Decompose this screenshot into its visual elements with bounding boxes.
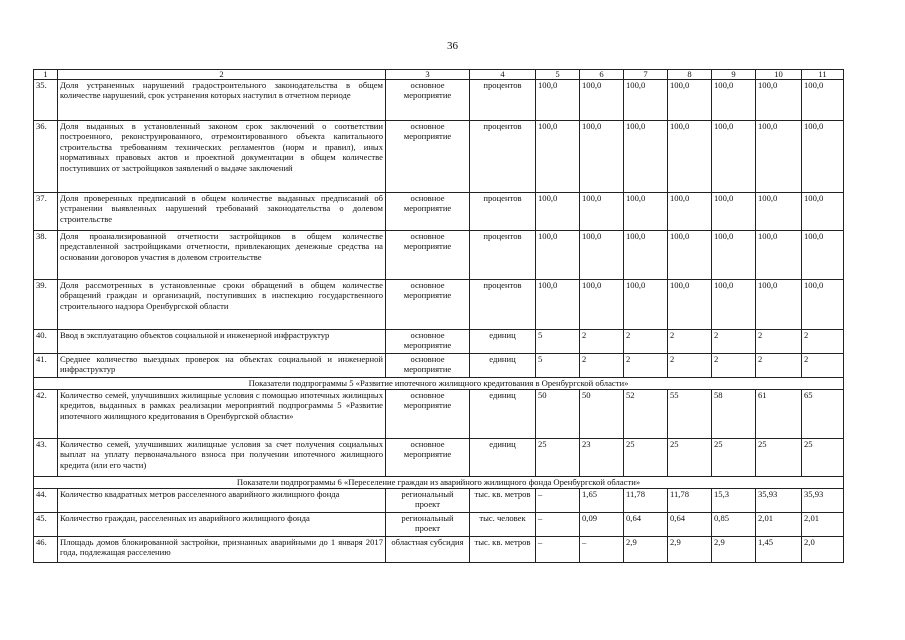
unit-of-measure: единиц [470,439,536,477]
value-cell: 100,0 [624,121,668,193]
table-row [34,280,844,330]
table-row [34,354,844,378]
section-title: Показатели подпрограммы 6 «Переселение граждан из аварийного жилищного фонда Оренбургской области» [34,477,844,489]
table-row [34,439,844,477]
row-number: 43. [34,439,58,477]
header-cell: 1 [34,70,58,80]
value-cell: 100,0 [624,231,668,280]
indicators-table [33,69,844,563]
row-number: 40. [34,330,58,354]
value-cell: 61 [756,390,802,439]
header-cell: 10 [756,70,802,80]
value-cell: 25 [712,439,756,477]
value-cell: 25 [756,439,802,477]
indicator-name: Количество семей, улучшивших жилищные условия с помощью ипотечных жилищных кредитов, выданных в рамках реализации мероприятий подпрограммы 5 «Развитие ипотечного жилищного кредитования в Оренбургской области» [58,390,386,439]
value-cell: 50 [580,390,624,439]
header-cell: 3 [386,70,470,80]
value-cell: 2 [580,354,624,378]
value-cell: 2,9 [624,537,668,563]
value-cell: 2 [712,354,756,378]
table-row [34,537,844,563]
value-cell: 50 [536,390,580,439]
value-cell: – [536,513,580,537]
value-cell: 65 [802,390,844,439]
value-cell: 0,64 [624,513,668,537]
value-cell: 25 [624,439,668,477]
unit-of-measure: процентов [470,231,536,280]
row-number: 38. [34,231,58,280]
header-cell: 6 [580,70,624,80]
value-cell: 100,0 [756,121,802,193]
value-cell: 35,93 [802,489,844,513]
header-row [34,70,844,80]
value-cell: 2,01 [802,513,844,537]
unit-of-measure: процентов [470,121,536,193]
value-cell: 100,0 [536,231,580,280]
header-cell: 9 [712,70,756,80]
header-cell: 7 [624,70,668,80]
unit-of-measure: тыс. кв. метров [470,537,536,563]
table-row [34,513,844,537]
value-cell: 2 [624,330,668,354]
value-cell: 2,9 [668,537,712,563]
indicator-name: Среднее количество выездных проверок на объектах социальной и инженерной инфраструктур [58,354,386,378]
value-cell: 0,09 [580,513,624,537]
header-cell: 2 [58,70,386,80]
value-cell: 100,0 [756,193,802,231]
value-cell: 100,0 [712,193,756,231]
value-cell: 100,0 [668,231,712,280]
value-cell: 100,0 [536,280,580,330]
table-row [34,193,844,231]
value-cell: 2 [624,354,668,378]
indicator-name: Доля рассмотренных в установленные сроки обращений в общем количестве обращений граждан и организаций, поступивших в инспекцию государственного строительного надзора Оренбургской области [58,280,386,330]
value-cell: 100,0 [668,193,712,231]
indicator-type: основное мероприятие [386,439,470,477]
value-cell: 100,0 [756,80,802,121]
value-cell: 100,0 [712,280,756,330]
indicator-type: региональный проект [386,513,470,537]
row-number: 41. [34,354,58,378]
header-cell: 5 [536,70,580,80]
indicator-type: областная субсидия [386,537,470,563]
value-cell: 100,0 [802,280,844,330]
value-cell: 2,9 [712,537,756,563]
value-cell: 100,0 [802,193,844,231]
value-cell: 100,0 [536,121,580,193]
value-cell: 5 [536,354,580,378]
unit-of-measure: тыс. кв. метров [470,489,536,513]
row-number: 44. [34,489,58,513]
unit-of-measure: процентов [470,280,536,330]
table-row [34,231,844,280]
value-cell: 2 [756,354,802,378]
indicator-name: Площадь домов блокированной застройки, признанных аварийными до 1 января 2017 года, подлежащая расселению [58,537,386,563]
value-cell: 100,0 [802,80,844,121]
value-cell: 100,0 [580,280,624,330]
value-cell: 100,0 [580,80,624,121]
value-cell: 100,0 [536,80,580,121]
row-number: 36. [34,121,58,193]
value-cell: 23 [580,439,624,477]
value-cell: 2 [668,330,712,354]
value-cell: 100,0 [668,80,712,121]
header-cell: 11 [802,70,844,80]
value-cell: 100,0 [580,121,624,193]
value-cell: 2 [668,354,712,378]
value-cell: 2 [802,354,844,378]
table-row [34,121,844,193]
value-cell: 100,0 [756,231,802,280]
row-number: 37. [34,193,58,231]
table-row [34,390,844,439]
indicator-type: основное мероприятие [386,330,470,354]
value-cell: 11,78 [624,489,668,513]
indicator-type: основное мероприятие [386,80,470,121]
value-cell: 0,85 [712,513,756,537]
value-cell: 100,0 [580,231,624,280]
value-cell: 100,0 [712,80,756,121]
value-cell: – [536,489,580,513]
indicator-name: Доля проанализированной отчетности застройщиков в общем количестве представленной застройщиками отчетности, привлекающих денежные средства на основании договоров участия в долевом строительстве [58,231,386,280]
unit-of-measure: тыс. человек [470,513,536,537]
indicator-type: основное мероприятие [386,280,470,330]
unit-of-measure: единиц [470,354,536,378]
value-cell: 55 [668,390,712,439]
value-cell: 58 [712,390,756,439]
section-header-row [34,378,844,390]
value-cell: 11,78 [668,489,712,513]
header-cell: 8 [668,70,712,80]
indicator-name: Количество семей, улучшивших жилищные условия за счет получения социальных выплат на уплату первоначального взноса при получении ипотечного жилищного кредита (или его части) [58,439,386,477]
indicator-name: Количество граждан, расселенных из аварийного жилищного фонда [58,513,386,537]
indicator-type: основное мероприятие [386,354,470,378]
indicator-type: основное мероприятие [386,390,470,439]
value-cell: 100,0 [712,121,756,193]
row-number: 39. [34,280,58,330]
value-cell: 35,93 [756,489,802,513]
value-cell: 2 [756,330,802,354]
unit-of-measure: процентов [470,193,536,231]
indicator-type: основное мероприятие [386,193,470,231]
value-cell: 25 [536,439,580,477]
row-number: 46. [34,537,58,563]
value-cell: 100,0 [624,193,668,231]
section-header-row [34,477,844,489]
indicator-name: Доля проверенных предписаний в общем количестве выданных предписаний об устранении выявленных нарушений требований законодательства о долевом строительстве [58,193,386,231]
indicator-name: Доля выданных в установленный законом срок заключений о соответствии построенного, реконструированного, отремонтированного объекта капитального строительства требованиям технических регламентов (норм и правил), иных нормативных правовых актов и проектной документации в общем количестве поступивших от застройщиков заявлений о выдаче заключений [58,121,386,193]
value-cell: 2 [580,330,624,354]
unit-of-measure: единиц [470,330,536,354]
row-number: 35. [34,80,58,121]
value-cell: 2 [802,330,844,354]
value-cell: 5 [536,330,580,354]
value-cell: 100,0 [668,280,712,330]
value-cell: 100,0 [802,121,844,193]
table-row [34,330,844,354]
value-cell: 1,45 [756,537,802,563]
table-row [34,80,844,121]
row-number: 42. [34,390,58,439]
unit-of-measure: единиц [470,390,536,439]
value-cell: 2 [712,330,756,354]
indicator-type: региональный проект [386,489,470,513]
value-cell: 100,0 [756,280,802,330]
value-cell: 100,0 [712,231,756,280]
unit-of-measure: процентов [470,80,536,121]
indicator-name: Ввод в эксплуатацию объектов социальной и инженерной инфраструктур [58,330,386,354]
table-body [34,70,844,563]
value-cell: 100,0 [668,121,712,193]
row-number: 45. [34,513,58,537]
value-cell: 100,0 [580,193,624,231]
indicator-name: Количество квадратных метров расселенного аварийного жилищного фонда [58,489,386,513]
value-cell: 15,3 [712,489,756,513]
value-cell: 100,0 [624,280,668,330]
indicator-name: Доля устраненных нарушений градостроительного законодательства в общем количестве нарушений, срок устранения которых наступил в отчетном периоде [58,80,386,121]
value-cell: – [536,537,580,563]
value-cell: – [580,537,624,563]
value-cell: 100,0 [802,231,844,280]
value-cell: 52 [624,390,668,439]
page-number: 36 [447,40,458,52]
table-row [34,489,844,513]
indicator-type: основное мероприятие [386,231,470,280]
value-cell: 100,0 [536,193,580,231]
value-cell: 25 [668,439,712,477]
value-cell: 2,0 [802,537,844,563]
value-cell: 100,0 [624,80,668,121]
section-title: Показатели подпрограммы 5 «Развитие ипотечного жилищного кредитования в Оренбургской области» [34,378,844,390]
value-cell: 25 [802,439,844,477]
value-cell: 1,65 [580,489,624,513]
value-cell: 2,01 [756,513,802,537]
header-cell: 4 [470,70,536,80]
indicator-type: основное мероприятие [386,121,470,193]
value-cell: 0,64 [668,513,712,537]
